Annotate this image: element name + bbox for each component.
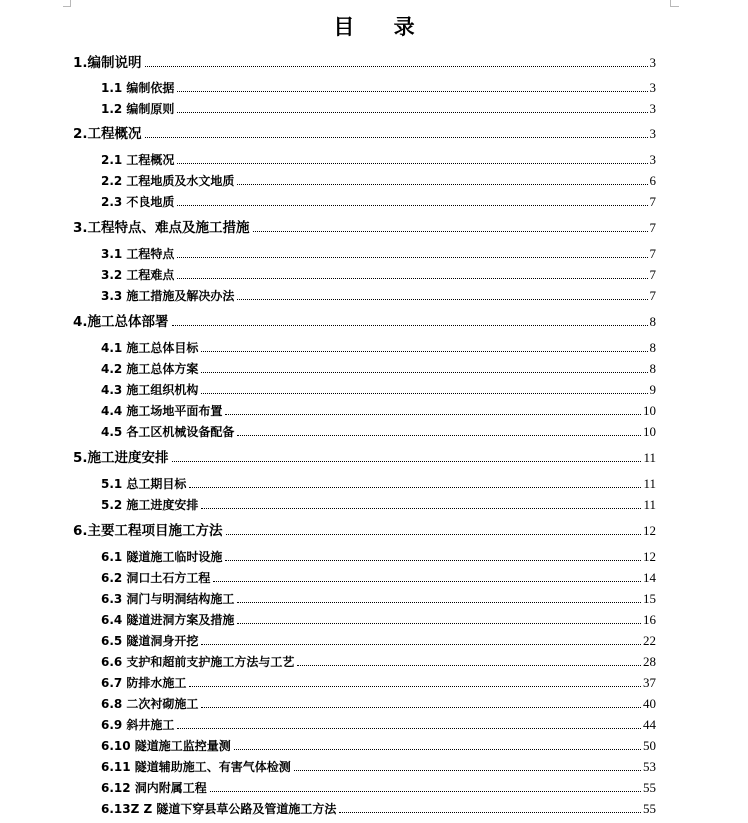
toc-entry-section[interactable]: [101, 192, 656, 210]
toc-page-number: 3: [649, 55, 656, 70]
toc-page-number: 50: [643, 738, 656, 753]
toc-dot-leader: [297, 664, 641, 666]
toc-page-number: 7: [649, 288, 656, 303]
toc-dot-leader: [177, 90, 647, 92]
toc-dot-leader: [145, 65, 648, 67]
toc-entry-section[interactable]: [101, 778, 656, 796]
toc-page-number: 7: [649, 246, 656, 261]
page-title: 目 录: [333, 14, 431, 39]
toc-entry-section[interactable]: [101, 171, 656, 189]
toc-page-number: 11: [643, 497, 656, 512]
toc-entry-chapter[interactable]: [73, 521, 656, 539]
toc-entry-label: 3.1 工程特点: [101, 247, 175, 261]
toc-entry-section[interactable]: [101, 694, 656, 712]
toc-entry-section[interactable]: [101, 736, 656, 754]
toc-entry-label: 5.施工进度安排: [73, 450, 169, 466]
toc-entry-section[interactable]: [101, 359, 656, 377]
toc-page-number: 12: [643, 549, 656, 564]
toc-entry-section[interactable]: [101, 422, 656, 440]
toc-page-number: 7: [649, 194, 656, 209]
toc-entry-label: 1.1 编制依据: [101, 81, 175, 95]
toc-entry-label: 6.11 隧道辅助施工、有害气体检测: [101, 760, 291, 774]
toc-dot-leader: [189, 685, 641, 687]
toc-page-number: 9: [649, 382, 656, 397]
toc-page-number: 8: [649, 361, 656, 376]
toc-dot-leader: [177, 277, 647, 279]
toc-entry-label: 3.工程特点、难点及施工措施: [73, 220, 250, 236]
toc-page-number: 55: [643, 801, 656, 816]
toc-dot-leader: [172, 324, 648, 326]
toc-dot-leader: [177, 162, 647, 164]
toc-dot-leader: [339, 811, 641, 813]
toc-page-number: 7: [649, 220, 656, 235]
toc-entry-label: 4.2 施工总体方案: [101, 362, 199, 376]
toc-entry-label: 4.1 施工总体目标: [101, 341, 199, 355]
toc-dot-leader: [237, 434, 641, 436]
toc-page-number: 53: [643, 759, 656, 774]
toc-dot-leader: [225, 559, 641, 561]
toc-entry-section[interactable]: [101, 244, 656, 262]
toc-page-number: 14: [643, 570, 656, 585]
toc-entry-label: 6.6 支护和超前支护施工方法与工艺: [101, 655, 295, 669]
toc-entry-label: 5.2 施工进度安排: [101, 498, 199, 512]
toc-entry-chapter[interactable]: [73, 312, 656, 330]
toc-dot-leader: [294, 769, 641, 771]
toc-entry-label: 2.3 不良地质: [101, 195, 175, 209]
toc-entry-label: 6.9 斜井施工: [101, 718, 175, 732]
toc-dot-leader: [213, 580, 641, 582]
toc-entry-section[interactable]: [101, 799, 656, 817]
toc-page-number: 44: [643, 717, 656, 732]
toc-entry-label: 6.12 洞内附属工程: [101, 781, 207, 795]
toc-page-number: 12: [643, 523, 656, 538]
toc-entry-section[interactable]: [101, 380, 656, 398]
toc-page-number: 3: [649, 126, 656, 141]
toc-entry-label: 6.5 隧道洞身开挖: [101, 634, 199, 648]
toc-entry-section[interactable]: [101, 338, 656, 356]
toc-dot-leader: [234, 748, 641, 750]
toc-page-number: 3: [649, 152, 656, 167]
toc-entry-chapter[interactable]: [73, 218, 656, 236]
toc-dot-leader: [210, 790, 641, 792]
toc-entry-label: 6.3 洞门与明洞结构施工: [101, 592, 235, 606]
toc-dot-leader: [201, 507, 641, 509]
toc-entry-label: 6.10 隧道施工监控量测: [101, 739, 231, 753]
toc-entry-chapter[interactable]: [73, 124, 656, 142]
toc-entry-section[interactable]: [101, 631, 656, 649]
toc-entry-section[interactable]: [101, 78, 656, 96]
toc-entry-label: 5.1 总工期目标: [101, 477, 187, 491]
toc-page-number: 8: [649, 314, 656, 329]
toc-page-number: 3: [649, 101, 656, 116]
toc-entry-label: 6.2 洞口土石方工程: [101, 571, 211, 585]
toc-dot-leader: [172, 460, 642, 462]
toc-entry-label: 4.3 施工组织机构: [101, 383, 199, 397]
toc-entry-label: 3.2 工程难点: [101, 268, 175, 282]
toc-dot-leader: [201, 350, 647, 352]
toc-entry-label: 2.2 工程地质及水文地质: [101, 174, 235, 188]
toc-entry-label: 6.4 隧道进洞方案及措施: [101, 613, 235, 627]
toc-entry-section[interactable]: [101, 99, 656, 117]
toc-page-number: 11: [643, 476, 656, 491]
toc-page-number: 16: [643, 612, 656, 627]
toc-entry-label: 6.8 二次衬砌施工: [101, 697, 199, 711]
toc-entry-section[interactable]: [101, 474, 656, 492]
toc-entry-label: 4.4 施工场地平面布置: [101, 404, 223, 418]
toc-entry-section[interactable]: [101, 673, 656, 691]
toc-dot-leader: [145, 136, 648, 138]
toc-dot-leader: [225, 413, 641, 415]
toc-dot-leader: [237, 298, 647, 300]
toc-entry-section[interactable]: [101, 265, 656, 283]
toc-entry-label: 4.施工总体部署: [73, 314, 169, 330]
toc-entry-section[interactable]: [101, 495, 656, 513]
toc-dot-leader: [177, 111, 647, 113]
toc-dot-leader: [201, 706, 641, 708]
crop-mark-top-right-horizontal: [670, 6, 679, 7]
toc-page-number: 55: [643, 780, 656, 795]
toc-dot-leader: [253, 230, 648, 232]
toc-entry-section[interactable]: [101, 652, 656, 670]
toc-entry-section[interactable]: [101, 610, 656, 628]
toc-entry-section[interactable]: [101, 715, 656, 733]
toc-entry-label: 6.1 隧道施工临时设施: [101, 550, 223, 564]
toc-entry-chapter[interactable]: [73, 448, 656, 466]
toc-entry-label: 3.3 施工措施及解决办法: [101, 289, 235, 303]
toc-entry-section[interactable]: [101, 150, 656, 168]
toc-page-number: 8: [649, 340, 656, 355]
toc-dot-leader: [237, 601, 641, 603]
toc-dot-leader: [189, 486, 641, 488]
toc-entry-section[interactable]: [101, 286, 656, 304]
toc-entry-section[interactable]: [101, 757, 656, 775]
toc-page-number: 22: [643, 633, 656, 648]
toc-page-number: 6: [649, 173, 656, 188]
toc-dot-leader: [226, 533, 641, 535]
toc-entry-label: 6.主要工程项目施工方法: [73, 523, 223, 539]
toc-entry-label: 6.13Z Z 隧道下穿县草公路及管道施工方法: [101, 802, 337, 816]
toc-page-number: 37: [643, 675, 656, 690]
toc-entry-label: 2.工程概况: [73, 126, 142, 142]
toc-entry-label: 1.2 编制原则: [101, 102, 175, 116]
toc-page-number: 28: [643, 654, 656, 669]
toc-page-number: 11: [643, 450, 656, 465]
toc-page-number: 3: [649, 80, 656, 95]
toc-entry-section[interactable]: [101, 589, 656, 607]
crop-mark-top-left-horizontal: [63, 6, 71, 7]
toc-page-number: 10: [643, 403, 656, 418]
toc-entry-section[interactable]: [101, 547, 656, 565]
toc-page-number: 7: [649, 267, 656, 282]
toc-dot-leader: [201, 643, 641, 645]
toc-entry-chapter[interactable]: [73, 53, 656, 71]
toc-page-number: 15: [643, 591, 656, 606]
toc-dot-leader: [201, 392, 647, 394]
toc-dot-leader: [177, 204, 647, 206]
toc-dot-leader: [177, 727, 641, 729]
toc-page-number: 40: [643, 696, 656, 711]
toc-entry-label: 6.7 防排水施工: [101, 676, 187, 690]
toc-dot-leader: [237, 622, 641, 624]
toc-entry-label: 4.5 各工区机械设备配备: [101, 425, 235, 439]
toc-dot-leader: [201, 371, 647, 373]
toc-entry-section[interactable]: [101, 401, 656, 419]
toc-entry-label: 1.编制说明: [73, 55, 142, 71]
toc-entry-label: 2.1 工程概况: [101, 153, 175, 167]
toc-entry-section[interactable]: [101, 568, 656, 586]
toc-dot-leader: [237, 183, 647, 185]
toc-dot-leader: [177, 256, 647, 258]
toc-page-number: 10: [643, 424, 656, 439]
